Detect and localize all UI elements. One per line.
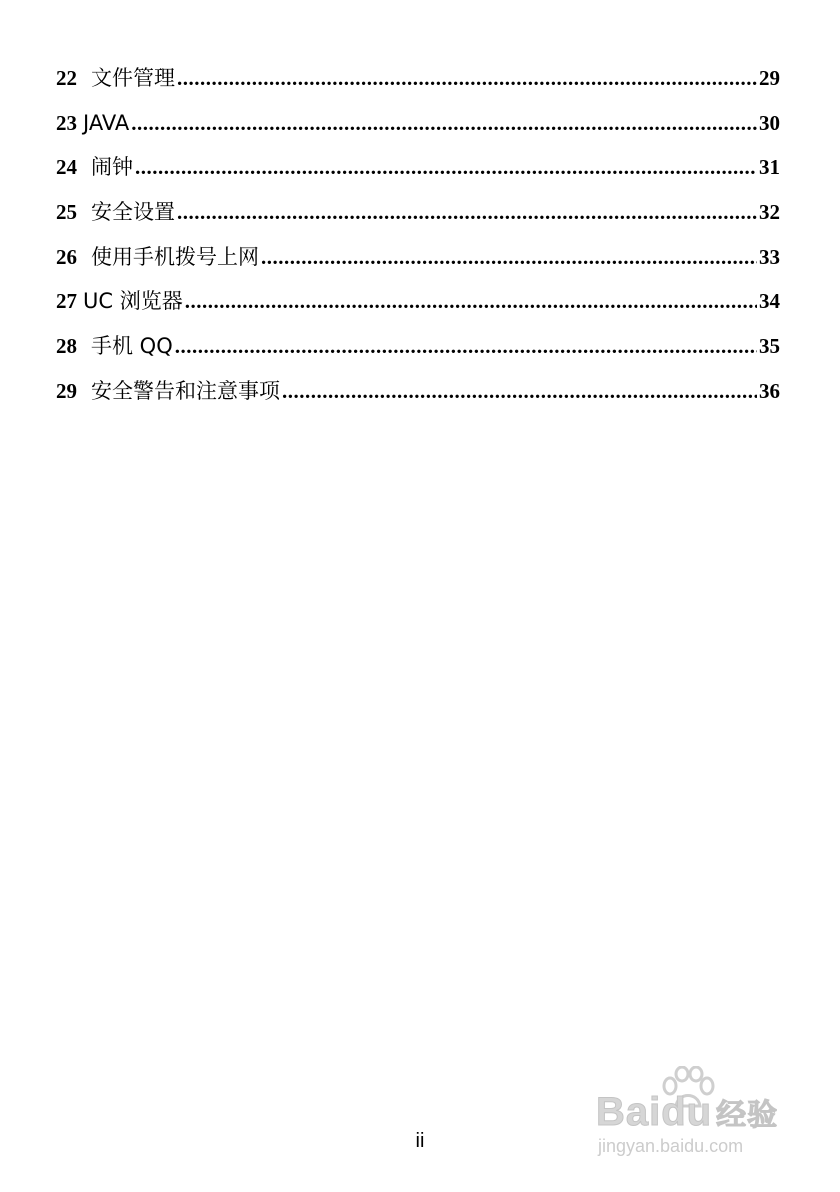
toc-dot-leader: [177, 56, 757, 101]
watermark-logo: [596, 1090, 778, 1135]
toc-entry-title: 闹钟: [91, 155, 133, 180]
toc-entry-number: 29: [56, 378, 77, 403]
watermark-logo-part-2: du: [661, 1090, 713, 1134]
toc-dot-leader: [177, 190, 757, 235]
toc-entry-number: 28: [56, 334, 77, 359]
toc-entry-page: 36: [759, 378, 780, 403]
toc-entry-number: 26: [56, 244, 77, 269]
toc-entry-number: 25: [56, 200, 77, 225]
toc-entry-28[interactable]: [56, 324, 780, 369]
toc-entry-page: 29: [759, 66, 780, 90]
toc-entry-title: 文件管理: [91, 66, 175, 90]
toc-entry-number: 27: [56, 289, 77, 314]
toc-entry-22[interactable]: [56, 56, 780, 101]
toc-entry-number: 23: [56, 110, 77, 135]
watermark-logo-part-1: Bai: [596, 1090, 662, 1134]
toc-dot-leader: [135, 145, 757, 190]
toc-entry-23[interactable]: [56, 101, 780, 146]
toc-entry-25[interactable]: [56, 190, 780, 235]
toc-entry-number: 22: [56, 66, 77, 90]
toc-entry-29[interactable]: [56, 369, 780, 414]
table-of-contents: [56, 56, 780, 414]
toc-entry-title: 手机 QQ: [91, 334, 173, 359]
toc-dot-leader: [175, 324, 757, 369]
toc-dot-leader: [131, 101, 757, 146]
toc-entry-title: 安全警告和注意事项: [91, 378, 280, 403]
page-number: ii: [415, 1130, 425, 1152]
baidu-jingyan-watermark: [596, 1066, 796, 1166]
toc-entry-page: 30: [759, 110, 780, 135]
toc-entry-number: 24: [56, 155, 77, 180]
watermark-logo-cn: 经验: [716, 1098, 779, 1133]
toc-entry-title: UC 浏览器: [83, 289, 183, 314]
toc-entry-page: 31: [759, 155, 780, 180]
toc-dot-leader: [185, 279, 757, 324]
toc-dot-leader: [261, 235, 757, 280]
toc-entry-24[interactable]: [56, 145, 780, 190]
toc-entry-26[interactable]: [56, 235, 780, 280]
toc-dot-leader: [282, 369, 757, 414]
watermark-url: jingyan.baidu.com: [598, 1136, 744, 1156]
toc-entry-title: 安全设置: [91, 200, 175, 225]
toc-entry-page: 33: [759, 244, 780, 269]
toc-entry-27[interactable]: [56, 279, 780, 324]
toc-entry-page: 34: [759, 289, 780, 314]
toc-entry-title: JAVA: [83, 110, 130, 135]
toc-entry-page: 32: [759, 200, 780, 225]
toc-entry-page: 35: [759, 334, 780, 359]
toc-entry-title: 使用手机拨号上网: [91, 244, 259, 269]
